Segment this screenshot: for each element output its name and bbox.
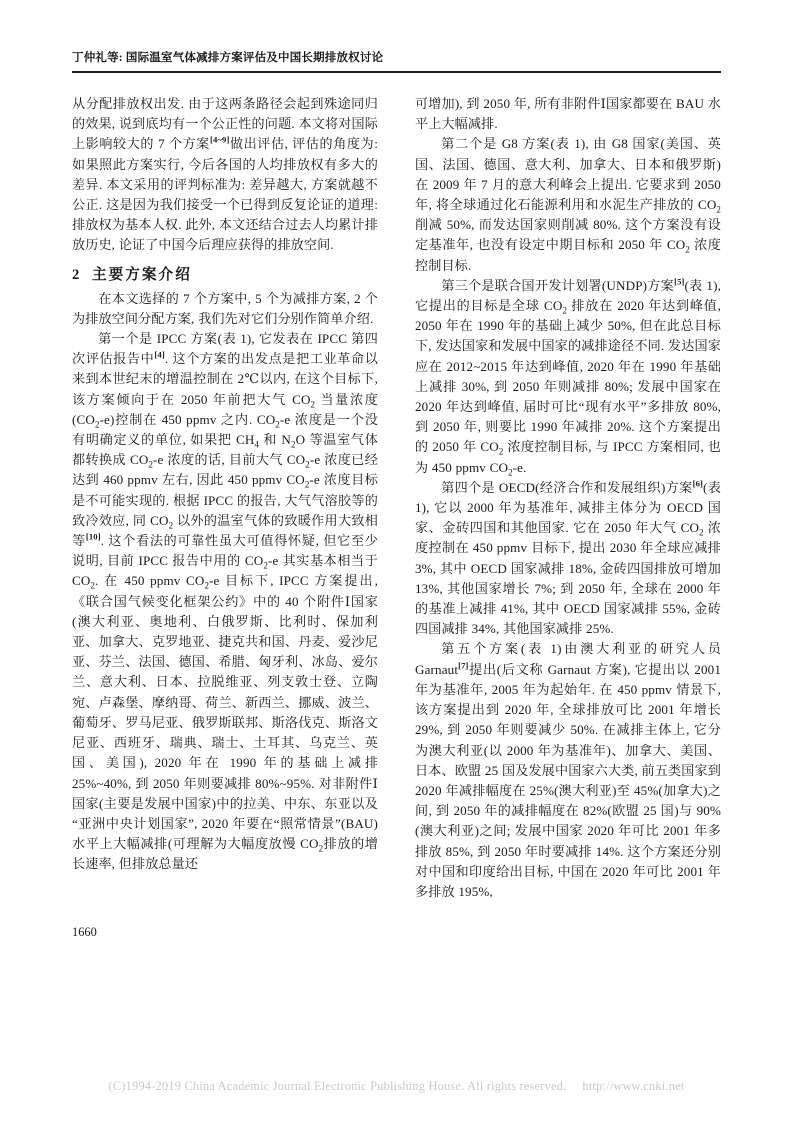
subscript: 2 — [508, 467, 513, 478]
two-column-body — [72, 94, 722, 899]
reference-marker: [10] — [85, 531, 101, 542]
subscript: 2 — [204, 581, 210, 592]
right-column — [415, 94, 722, 899]
para-text: 第五个方案(表 1)由澳大利亚的研究人员 Garnaut — [415, 641, 721, 677]
subscript: 2 — [699, 527, 704, 538]
para-text: 浓度控制目标, 与 IPCC 方案相同, 也为 450 ppmv CO — [415, 439, 721, 475]
para-text: 可增加), 到 2050 年, 所有非附件Ⅰ国家都要在 BAU 水平上大幅减排. — [415, 96, 721, 132]
reference-marker: [4~9] — [209, 135, 230, 146]
subscript: 2 — [291, 439, 296, 450]
para-text: (表 1), 它以 2000 年为基准年, 减排主体分为 OECD 国家、金砖四国和其他国家. 它在 2050 年大气 CO — [415, 479, 721, 536]
para-text: 做出评估, 评估的角度为: 如果照此方案实行, 今后各国的人均排放权有多大的差异. 本文采用的评判标准为: 差异越大, 方案就越不公正. 这是因为我们接受一个已得到反复论证的道理: 排放权为基本人权. 此外, 本文还结合过去人均累计排放历史, 论证了中国今后理应获得的排放空间. — [72, 136, 378, 253]
left-column — [72, 94, 378, 884]
paragraph — [415, 134, 721, 275]
para-text: 和 N — [259, 432, 292, 448]
para-text: -e 浓度是一个没有明确定义的单位, 如果把 CH — [72, 411, 378, 448]
para-text: -e 浓度的话, 目前大气 CO — [153, 452, 306, 468]
subscript: 2 — [498, 447, 504, 458]
paragraph — [415, 478, 721, 640]
reference-marker: [6] — [692, 478, 704, 489]
paragraph — [415, 639, 721, 902]
subscript: 2 — [304, 480, 310, 491]
reference-marker: [7] — [458, 660, 469, 671]
subscript: 2 — [148, 459, 154, 470]
cnki-url[interactable]: http://www.cnki.net — [582, 1079, 685, 1093]
subscript: 2 — [716, 204, 721, 215]
cnki-copyright-footer — [0, 1079, 793, 1094]
para-text: -e)控制在 450 ppmv 之内. CO — [99, 411, 276, 427]
section-heading — [72, 264, 378, 286]
para-text: . 这个看法的可靠性虽大可值得怀疑, 但它至少说明, 目前 IPCC 报告中用的 CO — [72, 533, 378, 569]
subscript: 2 — [263, 560, 268, 571]
page-number: 1660 — [72, 925, 97, 939]
header-rule — [72, 71, 721, 73]
para-text: 以外的温室气体的致暖作用大致相等 — [72, 512, 378, 549]
para-text: 当量浓度(CO — [72, 391, 378, 427]
subscript: 4 — [254, 439, 260, 450]
subscript: 2 — [90, 581, 96, 592]
paragraph — [72, 289, 378, 329]
paragraph — [72, 329, 378, 874]
running-head: 丁仲礼等: 国际温室气体减排方案评估及中国长期排放权讨论 — [72, 52, 384, 64]
paragraph-continuation — [415, 94, 721, 134]
para-text: -e 浓度已经达到 460 ppmv 左右, 因此 450 ppmv CO — [72, 452, 378, 488]
subscript: 2 — [168, 520, 174, 531]
paragraph — [415, 276, 721, 478]
para-text: O 等温室气体都转换成 CO — [72, 432, 378, 468]
copyright-text: (C)1994-2019 China Academic Journal Electronic Publishing House. All rights reserved. — [108, 1079, 567, 1093]
paragraph-continuation — [72, 94, 378, 256]
para-text: 浓度控制目标. — [415, 237, 721, 273]
para-text: 在本文选择的 7 个方案中, 5 个为减排方案, 2 个为排放空间分配方案, 我们先对它们分别作简单介绍. — [72, 290, 378, 326]
para-text: 第四个是 OECD(经济合作和发展组织)方案 — [441, 479, 693, 495]
subscript: 2 — [562, 305, 568, 316]
reference-marker: [4] — [154, 349, 165, 360]
para-text: -e 浓度目标是不可能实现的. 根据 IPCC 的报告, 大气气溶胶等的致冷效应, 同 CO — [72, 472, 379, 528]
para-text: 削减 50%, 而发达国家则削减 80%. 这个方案没有设定基准年, 也没有设定中期目标和 2050 年 CO — [415, 217, 721, 253]
subscript: 2 — [305, 459, 310, 470]
para-text: . 这个方案的出发点是把工业革命以来到本世纪末的增温控制在 2℃以内, 在这个目标下, 该方案倾向于在 2050 年前把大气 CO — [72, 351, 378, 407]
para-text: 第一个是 IPCC 方案(表 1), 它发表在 IPCC 第四次评估报告中 — [72, 331, 378, 367]
para-text: 从分配排放权出发. 由于这两条路径会起到殊途同归的效果, 说到底均有一个公正性的问题. 本文将对国际上影响较大的 7 个方案 — [72, 96, 378, 152]
para-text: 排放在 2020 年达到峰值, 2050 年在 1990 年的基础上减少 50%, 但在此总目标下, 发达国家和发展中国家的减排途径不同. 发达国家应在 2012~2015 年达到峰值, 2020 年在 1990 年基础上减排 30%, 到 2050 年则减排 80%; 发展中国家在 2020 年达到峰值, 届时可比“现有水平”多排放 80%, 到 2050 年, 则要比 1990 年减排 20%. 这个方案提出的 2050 年 CO — [415, 298, 722, 455]
para-text: -e 其实基本相当于 CO — [72, 553, 378, 589]
section-number: 2 — [72, 266, 80, 283]
reference-marker: [5] — [674, 276, 685, 287]
subscript: 2 — [318, 843, 324, 854]
para-text: 提出(后文称 Garnaut 方案), 它提出以 2001 年为基准年, 2005 年为起始年. 在 450 ppmv 情景下, 该方案提出到 2020 年, 全球排放可比 2001 年增长 29%, 到 2050 年则要减少 50%. 在减排主体上, 它分为澳大利亚(以 2000 年为基准年)、加拿大、美国、日本、欧盟 25 国及发展中国家六大类, 前五类国家到 2020 年减排幅度在 25%(澳大利亚)至 45%(加拿大)之间, 到 2050 年的减排幅度在 82%(欧盟 25 国)与 90%(澳大利亚)之间; 发展中国家 2020 年可比 2001 年多排放 85%, 到 2050 年时要减排 14%. 这个方案还分别对中国和印度给出目标, 中国在 2020 年可比 2001 年多排放 195%, — [415, 661, 721, 899]
para-text: . 在 450 ppmv CO — [95, 573, 205, 589]
subscript: 2 — [310, 399, 316, 410]
para-text: (表 1), 它提出的目标是全球 CO — [415, 277, 721, 314]
subscript: 2 — [685, 245, 690, 256]
para-text: 第三个是联合国开发计划署(UNDP)方案 — [441, 277, 675, 293]
para-text: -e 目标下, IPCC 方案提出, 《联合国气候变化框架公约》中的 40 个附件Ⅰ国家(澳大利亚、奥地利、白俄罗斯、比利时、保加利亚、加拿大、克罗地亚、捷克共和国、丹麦、爱沙尼亚、芬兰、法国、德国、希腊、匈牙利、冰岛、爱尔兰、意大利、日本、拉脱维亚、列支敦士登、立陶宛、卢森堡、摩纳哥、荷兰、新西兰、挪威、波兰、葡萄牙、罗马尼亚、俄罗斯联邦、斯洛伐克、斯洛文尼亚、西班牙、瑞典、瑞士、土耳其、乌克兰、英国、美国), 2020 年在 1990 年的基础上减排 25%~40%, 到 2050 年则要减排 80%~95%. 对非附件Ⅰ国家(主要是发展中国家)中的拉美、中东、东亚以及“亚洲中央计划国家”, 2020 年要在“照常情景”(BAU)水平上大幅减排(可理解为大幅度放慢 CO — [72, 573, 378, 852]
para-text: 第二个是 G8 方案(表 1), 由 G8 国家(美国、英国、法国、德国、意大利、加拿大、日本和俄罗斯)在 2009 年 7 月的意大利峰会上提出. 它要求到 2050 年, 将全球通过化石能源利用和水泥生产排放的 CO — [415, 136, 721, 213]
subscript: 2 — [275, 419, 280, 430]
para-text: 排放的增长速率, 但排放总量还 — [72, 836, 378, 872]
section-title: 主要方案介绍 — [92, 266, 192, 283]
para-text: 浓度控制在 450 ppmv 目标下, 提出 2030 年全球应减排 3%, 其中 OECD 国家减排 18%, 金砖四国排放可增加 13%, 其他国家增长 7%; 到 2050 年, 全球在 2000 年的基准上减排 41%, 其中 OECD 国家减排 55%, 金砖四国减排 34%, 其他国家减排 25%. — [415, 520, 721, 637]
subscript: 2 — [94, 419, 100, 430]
para-text: -e. — [512, 459, 527, 475]
